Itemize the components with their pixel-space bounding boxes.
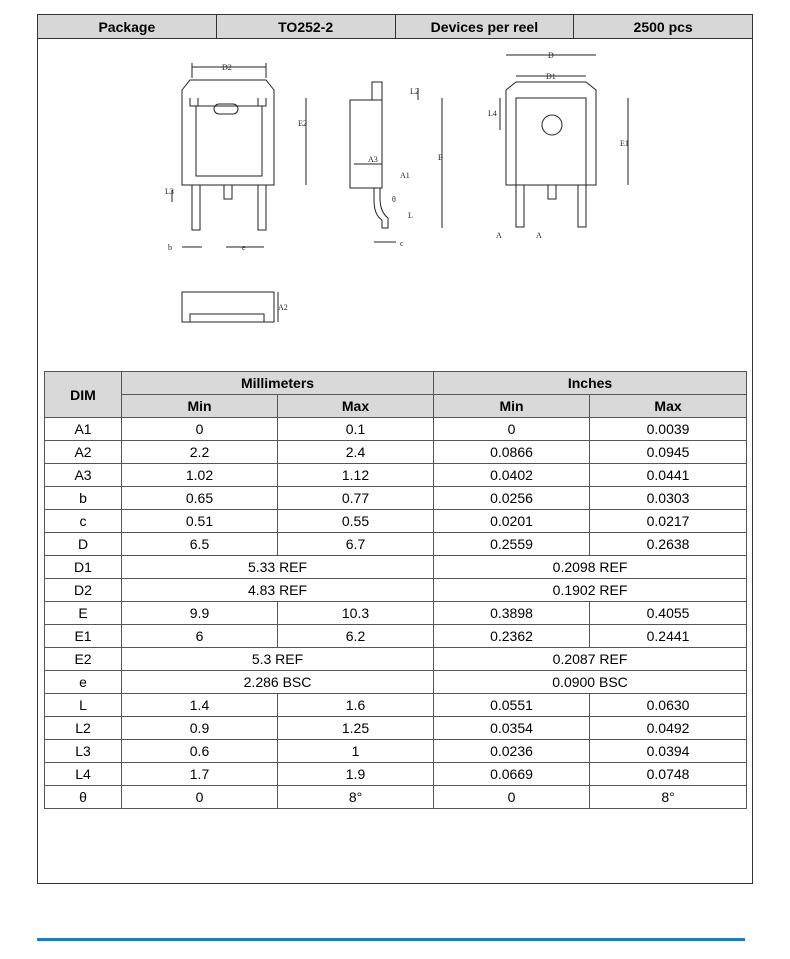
dim-cell: L3 — [45, 740, 122, 763]
in-ref-cell: 0.2087 REF — [434, 648, 747, 671]
in-min-cell: 0.2362 — [434, 625, 590, 648]
in-max-cell: 0.0945 — [590, 441, 747, 464]
dim-cell: θ — [45, 786, 122, 809]
in-max-cell: 0.0441 — [590, 464, 747, 487]
table-row — [45, 625, 747, 648]
dim-cell: D1 — [45, 556, 122, 579]
dim-cell: A3 — [45, 464, 122, 487]
in-min-cell: 0.0402 — [434, 464, 590, 487]
table-row — [45, 763, 747, 786]
mm-min-cell: 0.51 — [122, 510, 278, 533]
devices-per-reel-value: 2500 pcs — [574, 15, 753, 39]
in-min-cell: 0.0236 — [434, 740, 590, 763]
mm-min-cell: 0.6 — [122, 740, 278, 763]
in-ref-cell: 0.2098 REF — [434, 556, 747, 579]
label-a2: A2 — [278, 303, 288, 312]
dim-cell: e — [45, 671, 122, 694]
mm-max-cell: 1.25 — [278, 717, 434, 740]
in-min-cell: 0 — [434, 786, 590, 809]
side-view-tab — [372, 82, 382, 100]
label-theta: θ — [392, 195, 396, 204]
table-row — [45, 671, 747, 694]
mm-ref-cell: 4.83 REF — [122, 579, 434, 602]
table-row — [45, 441, 747, 464]
mm-min-cell: 6.5 — [122, 533, 278, 556]
label-e-total: E — [438, 153, 443, 162]
mm-max-cell: 10.3 — [278, 602, 434, 625]
bottom-view-drawing — [182, 292, 288, 322]
table-row — [45, 510, 747, 533]
mm-min-header: Min — [122, 395, 278, 418]
table-row — [45, 533, 747, 556]
in-max-cell: 0.0303 — [590, 487, 747, 510]
inches-header: Inches — [434, 372, 747, 395]
table-row — [45, 740, 747, 763]
label-l2: L2 — [410, 87, 419, 96]
package-value: TO252-2 — [216, 15, 395, 39]
in-max-cell: 0.0217 — [590, 510, 747, 533]
table-row — [45, 602, 747, 625]
mm-max-cell: 6.7 — [278, 533, 434, 556]
label-l: L — [408, 211, 413, 220]
front-view-lead-right — [578, 185, 586, 227]
front-view-body — [506, 82, 596, 185]
dim-cell: E2 — [45, 648, 122, 671]
millimeters-header: Millimeters — [122, 372, 434, 395]
in-min-cell: 0 — [434, 418, 590, 441]
dim-cell: L2 — [45, 717, 122, 740]
mm-ref-cell: 2.286 BSC — [122, 671, 434, 694]
front-view-drawing — [488, 51, 629, 240]
label-e: e — [242, 243, 246, 252]
mm-max-cell: 0.77 — [278, 487, 434, 510]
label-a1: A1 — [400, 171, 410, 180]
in-min-cell: 0.0669 — [434, 763, 590, 786]
dim-cell: E1 — [45, 625, 122, 648]
in-max-header: Max — [590, 395, 747, 418]
in-max-cell: 0.0748 — [590, 763, 747, 786]
mm-max-cell: 0.55 — [278, 510, 434, 533]
package-info-row — [38, 15, 753, 39]
label-e1: E1 — [620, 139, 629, 148]
table-row — [45, 464, 747, 487]
table-row — [45, 786, 747, 809]
table-row — [45, 648, 747, 671]
in-max-cell: 0.4055 — [590, 602, 747, 625]
label-l3: L3 — [165, 187, 174, 196]
dimension-table-body — [45, 418, 747, 809]
in-min-cell: 0.2559 — [434, 533, 590, 556]
in-max-cell: 0.0039 — [590, 418, 747, 441]
in-max-cell: 0.0394 — [590, 740, 747, 763]
in-min-cell: 0.0201 — [434, 510, 590, 533]
table-header-row — [45, 372, 747, 395]
mm-max-cell: 1.9 — [278, 763, 434, 786]
table-row — [45, 556, 747, 579]
top-view-lead-center — [224, 185, 232, 199]
in-max-cell: 0.2638 — [590, 533, 747, 556]
mm-min-cell: 0.9 — [122, 717, 278, 740]
in-max-cell: 0.0630 — [590, 694, 747, 717]
mm-max-cell: 0.1 — [278, 418, 434, 441]
mm-min-cell: 0.65 — [122, 487, 278, 510]
side-view-lead — [374, 188, 388, 228]
mm-min-cell: 9.9 — [122, 602, 278, 625]
dim-cell: D — [45, 533, 122, 556]
dim-cell: E — [45, 602, 122, 625]
front-view-lead-left — [516, 185, 524, 227]
dim-cell: L4 — [45, 763, 122, 786]
mm-min-cell: 2.2 — [122, 441, 278, 464]
devices-per-reel-label: Devices per reel — [395, 15, 574, 39]
mm-min-cell: 0 — [122, 786, 278, 809]
in-min-cell: 0.0354 — [434, 717, 590, 740]
dim-cell: D2 — [45, 579, 122, 602]
package-outline-drawing — [160, 50, 630, 340]
mm-max-cell: 1.6 — [278, 694, 434, 717]
mm-ref-cell: 5.33 REF — [122, 556, 434, 579]
in-max-cell: 0.0492 — [590, 717, 747, 740]
front-view-tab — [516, 98, 586, 185]
mm-max-cell: 8° — [278, 786, 434, 809]
mm-max-cell: 1 — [278, 740, 434, 763]
side-view-body — [350, 100, 382, 188]
dim-cell: A2 — [45, 441, 122, 464]
package-label: Package — [38, 15, 217, 39]
mm-min-cell: 0 — [122, 418, 278, 441]
mm-max-header: Max — [278, 395, 434, 418]
mm-min-cell: 6 — [122, 625, 278, 648]
in-max-cell: 0.2441 — [590, 625, 747, 648]
top-view-notches — [190, 98, 266, 106]
top-view-tab — [196, 106, 262, 176]
bottom-view-body — [182, 292, 274, 322]
front-view-hole — [542, 115, 562, 135]
mm-min-cell: 1.7 — [122, 763, 278, 786]
in-min-cell: 0.0256 — [434, 487, 590, 510]
label-a-right: A — [536, 231, 542, 240]
mm-min-cell: 1.02 — [122, 464, 278, 487]
top-view-drawing — [165, 63, 307, 252]
top-view-lead-right — [258, 185, 266, 230]
package-info-table — [37, 14, 753, 39]
in-min-header: Min — [434, 395, 590, 418]
label-d2: D2 — [222, 63, 232, 72]
table-row — [45, 579, 747, 602]
dim-cell: L — [45, 694, 122, 717]
table-row — [45, 717, 747, 740]
dim-cell: b — [45, 487, 122, 510]
top-view-lead-left — [192, 185, 200, 230]
table-subheader-row — [45, 395, 747, 418]
dim-header: DIM — [45, 372, 122, 418]
label-l4: L4 — [488, 109, 497, 118]
label-c: c — [400, 239, 404, 248]
bottom-view-tab — [190, 314, 264, 322]
in-min-cell: 0.3898 — [434, 602, 590, 625]
dim-cell: A1 — [45, 418, 122, 441]
in-ref-cell: 0.0900 BSC — [434, 671, 747, 694]
table-row — [45, 694, 747, 717]
mm-min-cell: 1.4 — [122, 694, 278, 717]
label-a-left: A — [496, 231, 502, 240]
table-row — [45, 487, 747, 510]
in-min-cell: 0.0866 — [434, 441, 590, 464]
in-min-cell: 0.0551 — [434, 694, 590, 717]
label-d1: D1 — [546, 72, 556, 81]
mm-max-cell: 6.2 — [278, 625, 434, 648]
label-d: D — [548, 51, 554, 60]
in-ref-cell: 0.1902 REF — [434, 579, 747, 602]
label-a3: A3 — [368, 155, 378, 164]
mm-max-cell: 1.12 — [278, 464, 434, 487]
dim-cell: c — [45, 510, 122, 533]
table-row — [45, 418, 747, 441]
dimension-table — [44, 371, 747, 809]
mm-ref-cell: 5.3 REF — [122, 648, 434, 671]
label-b: b — [168, 243, 172, 252]
footer-divider — [37, 938, 745, 941]
mm-max-cell: 2.4 — [278, 441, 434, 464]
front-view-lead-center — [548, 185, 556, 199]
label-e2: E2 — [298, 119, 307, 128]
side-view-drawing — [350, 82, 443, 248]
in-max-cell: 8° — [590, 786, 747, 809]
